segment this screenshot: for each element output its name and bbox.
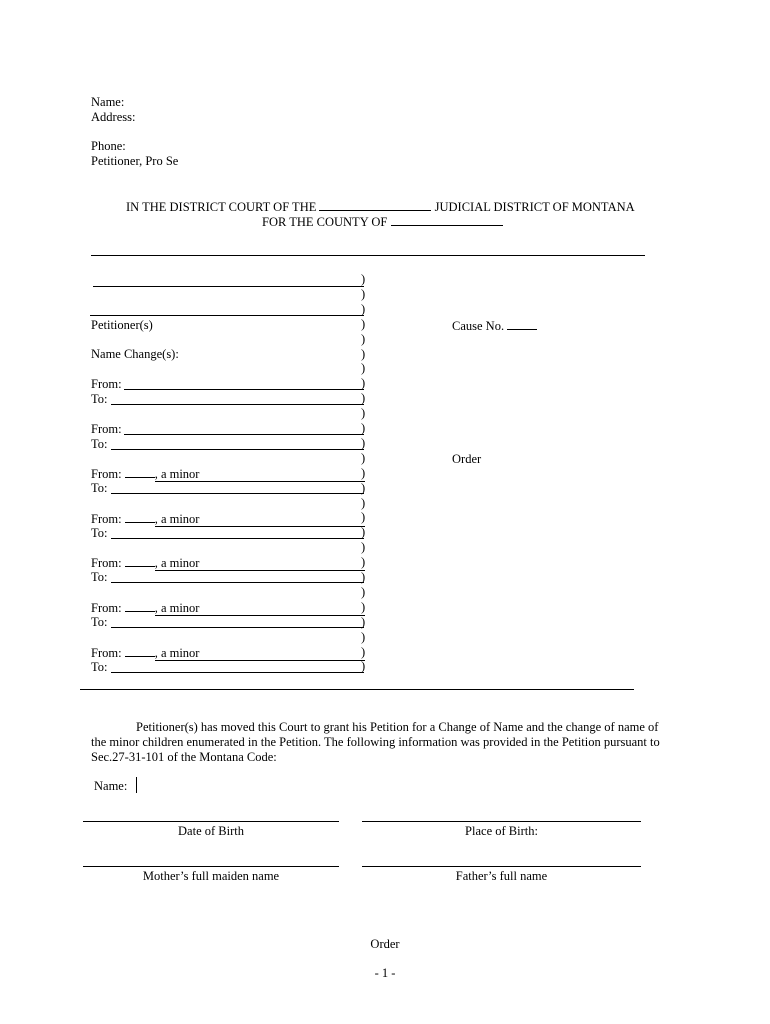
court-prefix: IN THE DISTRICT COURT OF THE xyxy=(126,200,317,214)
minor-from-row xyxy=(91,645,365,661)
footer-title: Order xyxy=(370,937,400,951)
from-line[interactable] xyxy=(124,434,364,435)
to-label: To: xyxy=(91,526,108,540)
cause-label: Cause No. xyxy=(452,319,505,333)
place-of-birth-line[interactable] xyxy=(362,821,641,822)
child-name-label: Name: xyxy=(94,779,128,793)
minor-from-row xyxy=(91,555,365,571)
phone-label: Phone: xyxy=(91,139,126,153)
caption-paren: ) xyxy=(361,450,366,465)
place-of-birth-label: Place of Birth: xyxy=(465,824,538,838)
date-of-birth-label: Date of Birth xyxy=(178,824,244,838)
to-label: To: xyxy=(91,570,108,584)
petitioner-name-line-1[interactable] xyxy=(93,286,364,287)
text-cursor[interactable] xyxy=(136,777,137,793)
cause-number xyxy=(452,318,537,333)
court-title-line1 xyxy=(126,199,635,214)
to-line[interactable] xyxy=(111,538,364,539)
caption-paren: ) xyxy=(361,435,366,450)
caption-paren: ) xyxy=(361,301,366,316)
minor-from-blank[interactable] xyxy=(125,600,155,612)
from-label: From: xyxy=(91,646,122,660)
minor-label: , a minor xyxy=(155,512,365,527)
from-label: From: xyxy=(91,601,122,615)
paragraph-line-1: Petitioner(s) has moved this Court to grant his Petition for a Change of Name and the change of name of xyxy=(136,720,659,734)
petitioner-name-line-2[interactable] xyxy=(90,315,364,316)
minor-label: , a minor xyxy=(155,467,365,482)
petitioners-label: Petitioner(s) xyxy=(91,318,153,332)
caption-paren: ) xyxy=(361,495,366,510)
from-label: From: xyxy=(91,512,122,526)
father-name-line[interactable] xyxy=(362,866,641,867)
minor-from-blank[interactable] xyxy=(125,466,155,478)
from-label: From: xyxy=(91,556,122,570)
to-line[interactable] xyxy=(111,582,364,583)
to-label: To: xyxy=(91,437,108,451)
address-label: Address: xyxy=(91,110,136,124)
caption-paren: ) xyxy=(361,480,366,495)
caption-paren: ) xyxy=(361,316,366,331)
to-label: To: xyxy=(91,615,108,629)
to-label: To: xyxy=(91,392,108,406)
caption-paren: ) xyxy=(361,629,366,644)
caption-paren: ) xyxy=(361,644,366,659)
paragraph-line-2: the minor children enumerated in the Petition. The following information was provided in the Petition pursuant to xyxy=(91,735,660,749)
to-line[interactable] xyxy=(111,493,364,494)
caption-paren: ) xyxy=(361,376,366,391)
order-caption-label: Order xyxy=(452,452,482,466)
minor-from-blank[interactable] xyxy=(125,511,155,523)
to-line[interactable] xyxy=(111,449,364,450)
caption-paren: ) xyxy=(361,346,366,361)
county-blank[interactable] xyxy=(391,214,503,226)
caption-paren: ) xyxy=(361,659,366,674)
judicial-district-blank[interactable] xyxy=(319,199,431,211)
caption-paren: ) xyxy=(361,331,366,346)
caption-paren: ) xyxy=(361,555,366,570)
father-name-label: Father’s full name xyxy=(455,869,548,883)
caption-paren: ) xyxy=(361,614,366,629)
from-line[interactable] xyxy=(124,389,364,390)
caption-paren: ) xyxy=(361,421,366,435)
caption-paren: ) xyxy=(361,525,366,540)
caption-divider xyxy=(80,689,634,690)
court-title-line2 xyxy=(262,214,503,229)
minor-from-blank[interactable] xyxy=(125,645,155,657)
caption-paren: ) xyxy=(361,272,366,286)
caption-paren: ) xyxy=(361,599,366,614)
caption-paren: ) xyxy=(361,286,366,301)
name-changes-label: Name Change(s): xyxy=(91,347,179,361)
minor-label: , a minor xyxy=(155,601,365,616)
caption-paren: ) xyxy=(361,391,366,406)
header-divider xyxy=(91,255,645,256)
court-suffix: JUDICIAL DISTRICT OF MONTANA xyxy=(434,200,635,214)
cause-number-blank[interactable] xyxy=(507,318,537,330)
minor-from-blank[interactable] xyxy=(125,555,155,567)
minor-from-row xyxy=(91,511,365,527)
from-label: From: xyxy=(91,422,122,436)
caption-paren: ) xyxy=(361,510,366,525)
mother-maiden-name-line[interactable] xyxy=(83,866,339,867)
to-line[interactable] xyxy=(111,627,364,628)
date-of-birth-line[interactable] xyxy=(83,821,339,822)
caption-paren: ) xyxy=(361,584,366,599)
caption-paren: ) xyxy=(361,465,366,480)
minor-from-row xyxy=(91,600,365,616)
paragraph-line-3: Sec.27-31-101 of the Montana Code: xyxy=(91,750,277,764)
caption-paren: ) xyxy=(361,406,366,421)
minor-label: , a minor xyxy=(155,556,365,571)
to-label: To: xyxy=(91,481,108,495)
to-line[interactable] xyxy=(111,404,364,405)
from-label: From: xyxy=(91,467,122,481)
page-number: - 1 - xyxy=(374,966,396,980)
minor-from-row xyxy=(91,466,365,482)
caption-paren: ) xyxy=(361,540,366,555)
petitioner-pro-se-label: Petitioner, Pro Se xyxy=(91,154,179,168)
caption-paren: ) xyxy=(361,361,366,376)
county-label: FOR THE COUNTY OF xyxy=(262,215,388,229)
name-label: Name: xyxy=(91,95,125,109)
to-label: To: xyxy=(91,660,108,674)
from-label: From: xyxy=(91,377,122,391)
mother-maiden-name-label: Mother’s full maiden name xyxy=(142,869,280,883)
to-line[interactable] xyxy=(111,672,364,673)
caption-paren: ) xyxy=(361,570,366,584)
minor-label: , a minor xyxy=(155,646,365,661)
